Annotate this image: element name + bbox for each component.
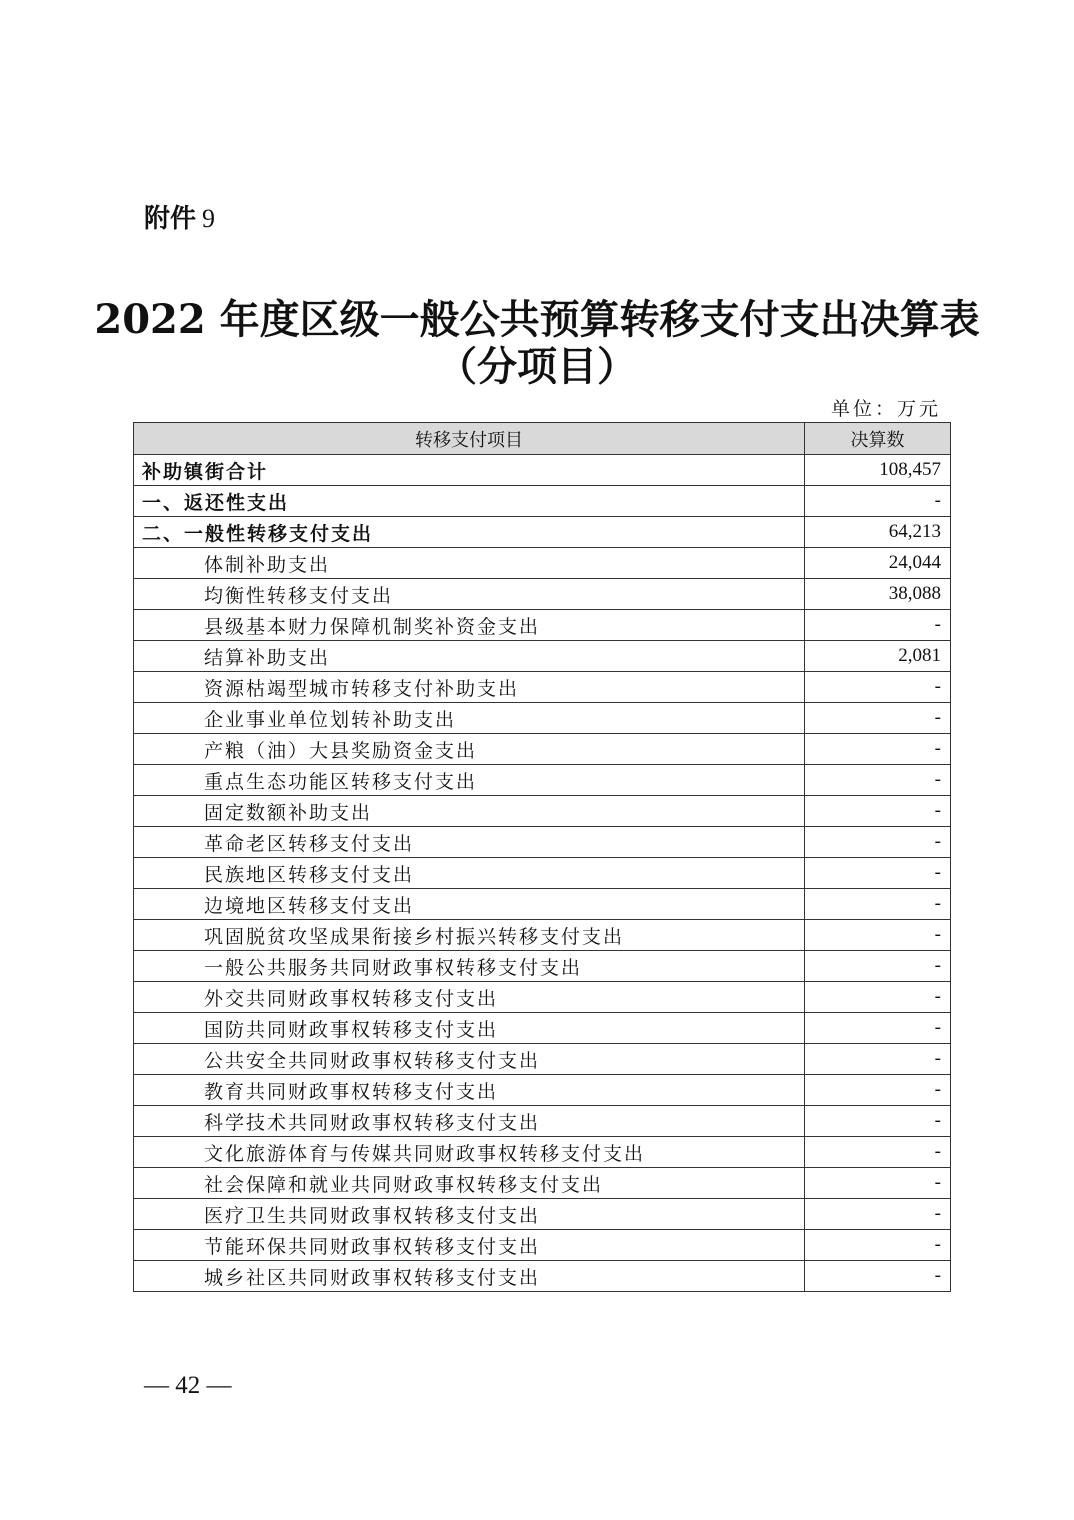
- row-item-label: 二、一般性转移支付支出: [134, 517, 805, 548]
- row-value: -: [805, 734, 951, 765]
- row-item-label: 县级基本财力保障机制奖补资金支出: [134, 610, 805, 641]
- table-row: [134, 641, 951, 672]
- row-value: 108,457: [805, 455, 951, 486]
- transfer-payment-table: [133, 422, 951, 1292]
- table-row: [134, 1168, 951, 1199]
- row-value: -: [805, 796, 951, 827]
- attachment-text: 附件: [144, 204, 197, 234]
- row-item-label: 边境地区转移支付支出: [134, 889, 805, 920]
- row-item-label: 产粮（油）大县奖励资金支出: [134, 734, 805, 765]
- row-value: -: [805, 1044, 951, 1075]
- table-row: [134, 889, 951, 920]
- table-row: [134, 486, 951, 517]
- page-title: 2022 年度区级一般公共预算转移支付支出决算表: [94, 296, 980, 343]
- table-row: [134, 672, 951, 703]
- row-value: -: [805, 1013, 951, 1044]
- row-item-label: 补助镇街合计: [134, 455, 805, 486]
- row-value: -: [805, 672, 951, 703]
- column-header-item: 转移支付项目: [134, 423, 805, 455]
- row-value: -: [805, 920, 951, 951]
- table-row: [134, 1137, 951, 1168]
- row-item-label: 公共安全共同财政事权转移支付支出: [134, 1044, 805, 1075]
- table-row: [134, 920, 951, 951]
- row-value: 24,044: [805, 548, 951, 579]
- row-value: -: [805, 1106, 951, 1137]
- table-row: [134, 1261, 951, 1292]
- table-row: [134, 827, 951, 858]
- row-value: -: [805, 486, 951, 517]
- row-item-label: 节能环保共同财政事权转移支付支出: [134, 1230, 805, 1261]
- row-value: -: [805, 765, 951, 796]
- row-item-label: 外交共同财政事权转移支付支出: [134, 982, 805, 1013]
- table-row: [134, 951, 951, 982]
- row-value: -: [805, 858, 951, 889]
- row-item-label: 体制补助支出: [134, 548, 805, 579]
- table-row: [134, 982, 951, 1013]
- row-value: 38,088: [805, 579, 951, 610]
- row-value: -: [805, 1137, 951, 1168]
- table-row: [134, 1199, 951, 1230]
- table-row: [134, 579, 951, 610]
- row-value: -: [805, 703, 951, 734]
- row-item-label: 社会保障和就业共同财政事权转移支付支出: [134, 1168, 805, 1199]
- table-row: [134, 796, 951, 827]
- row-item-label: 文化旅游体育与传媒共同财政事权转移支付支出: [134, 1137, 805, 1168]
- row-item-label: 一般公共服务共同财政事权转移支付支出: [134, 951, 805, 982]
- table-row: [134, 1044, 951, 1075]
- page-number: — 42 —: [144, 1372, 232, 1399]
- row-value: -: [805, 1075, 951, 1106]
- row-value: -: [805, 951, 951, 982]
- row-value: -: [805, 610, 951, 641]
- table-row: [134, 1075, 951, 1106]
- row-item-label: 科学技术共同财政事权转移支付支出: [134, 1106, 805, 1137]
- row-item-label: 一、返还性支出: [134, 486, 805, 517]
- page-subtitle: （分项目）: [437, 343, 637, 390]
- unit-label: 单位：万元: [830, 398, 941, 420]
- row-item-label: 教育共同财政事权转移支付支出: [134, 1075, 805, 1106]
- row-value: -: [805, 1168, 951, 1199]
- table-row: [134, 548, 951, 579]
- table-row: [134, 455, 951, 486]
- table-row: [134, 1013, 951, 1044]
- table-row: [134, 610, 951, 641]
- row-value: -: [805, 1261, 951, 1292]
- table-row: [134, 858, 951, 889]
- row-item-label: 民族地区转移支付支出: [134, 858, 805, 889]
- row-value: -: [805, 827, 951, 858]
- table-row: [134, 734, 951, 765]
- row-item-label: 医疗卫生共同财政事权转移支付支出: [134, 1199, 805, 1230]
- table-row: [134, 1230, 951, 1261]
- row-item-label: 均衡性转移支付支出: [134, 579, 805, 610]
- row-value: -: [805, 982, 951, 1013]
- attachment-label: [144, 198, 215, 235]
- row-item-label: 资源枯竭型城市转移支付补助支出: [134, 672, 805, 703]
- column-header-value: 决算数: [805, 423, 951, 455]
- row-value: 2,081: [805, 641, 951, 672]
- row-item-label: 重点生态功能区转移支付支出: [134, 765, 805, 796]
- row-value: 64,213: [805, 517, 951, 548]
- row-item-label: 企业事业单位划转补助支出: [134, 703, 805, 734]
- row-item-label: 国防共同财政事权转移支付支出: [134, 1013, 805, 1044]
- row-value: -: [805, 1230, 951, 1261]
- attachment-number: 9: [202, 204, 216, 233]
- table-header-row: [134, 423, 951, 455]
- row-item-label: 结算补助支出: [134, 641, 805, 672]
- row-value: -: [805, 1199, 951, 1230]
- row-item-label: 革命老区转移支付支出: [134, 827, 805, 858]
- row-item-label: 城乡社区共同财政事权转移支付支出: [134, 1261, 805, 1292]
- table-row: [134, 703, 951, 734]
- row-value: -: [805, 889, 951, 920]
- table-row: [134, 517, 951, 548]
- row-item-label: 固定数额补助支出: [134, 796, 805, 827]
- table-row: [134, 1106, 951, 1137]
- row-item-label: 巩固脱贫攻坚成果衔接乡村振兴转移支付支出: [134, 920, 805, 951]
- table-row: [134, 765, 951, 796]
